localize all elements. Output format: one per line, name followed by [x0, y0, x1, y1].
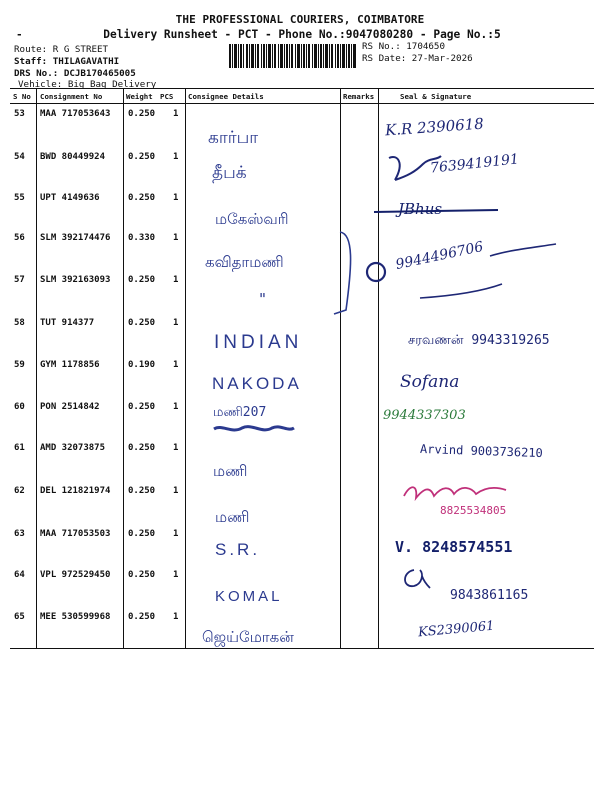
row-consignment: AMD 32073875 [40, 443, 106, 453]
row-pcs: 1 [173, 443, 179, 453]
consignee-handwriting: கவிதாமணி [205, 253, 284, 271]
row-sno: 55 [14, 193, 25, 203]
row-weight: 0.250 [128, 529, 156, 539]
row-pcs: 1 [173, 529, 179, 539]
row-sno: 65 [14, 612, 25, 622]
row-consignment: BWD 80449924 [40, 152, 106, 162]
row-consignment: VPL 972529450 [40, 570, 111, 580]
signature-handwriting: KS2390061 [417, 618, 496, 641]
col-header-remarks: Remarks [343, 92, 375, 101]
signature-handwriting: JBhus [398, 200, 443, 218]
signature-handwriting: 7639419191 [429, 151, 520, 177]
row-weight: 0.190 [128, 360, 156, 370]
staff-label: Staff: [14, 56, 48, 67]
route-label: Route: [14, 44, 48, 55]
row-consignment: MAA 717053643 [40, 109, 111, 119]
col-header-seal: Seal & Signature [400, 92, 472, 101]
signature-handwriting: 9944337303 [383, 408, 466, 423]
signature-handwriting: 8825534805 [440, 504, 507, 517]
row-sno: 53 [14, 109, 25, 119]
signature-handwriting: 9944496706 [394, 238, 485, 274]
row-sno: 64 [14, 570, 25, 580]
drs-line [14, 68, 136, 79]
col-header-consignee: Consignee Details [188, 92, 264, 101]
consignee-handwriting: மகேஸ்வரி [215, 210, 289, 228]
row-weight: 0.250 [128, 275, 156, 285]
col-divider [185, 88, 186, 649]
row-consignment: PON 2514842 [40, 402, 100, 412]
staff-value: THILAGAVATHI [52, 56, 120, 67]
col-divider [36, 88, 37, 649]
drs-label: DRS No.: [14, 68, 59, 79]
row-weight: 0.250 [128, 318, 156, 328]
rs-number: RS No.: 1704650 [362, 41, 445, 52]
row-sno: 54 [14, 152, 25, 162]
staff-line [14, 56, 119, 67]
vehicle-label: Vehicle: [18, 79, 63, 90]
row-pcs: 1 [173, 486, 179, 496]
row-pcs: 1 [173, 109, 179, 119]
consignee-handwriting: கார்பா [208, 128, 259, 148]
row-consignment: TUT 914377 [40, 318, 95, 328]
signature-handwriting: K.R 2390618 [384, 114, 485, 140]
consignee-handwriting: ஜெய்மோகன் [202, 628, 294, 646]
row-weight: 0.250 [128, 402, 156, 412]
row-weight: 0.250 [128, 109, 156, 119]
row-pcs: 1 [173, 233, 179, 243]
signature-underline [372, 206, 502, 216]
row-consignment: SLM 392163093 [40, 275, 111, 285]
drs-value: DCJB170465005 [63, 68, 136, 79]
row-sno: 56 [14, 233, 25, 243]
barcode [229, 44, 357, 68]
consignee-handwriting: மணி [215, 508, 250, 526]
company-name: THE PROFESSIONAL COURIERS, COIMBATORE [175, 13, 425, 26]
consignee-handwriting: தீபக் [212, 163, 247, 183]
row-pcs: 1 [173, 275, 179, 285]
row-consignment: UPT 4149636 [40, 193, 100, 203]
row-pcs: 1 [173, 402, 179, 412]
header-dash: - [16, 28, 23, 41]
col-divider [340, 88, 341, 649]
signature-scribble [400, 566, 432, 592]
row-consignment: SLM 392174476 [40, 233, 111, 243]
row-weight: 0.250 [128, 612, 156, 622]
row-weight: 0.250 [128, 152, 156, 162]
row-consignment: MEE 530599968 [40, 612, 111, 622]
strikethrough-scribble [212, 422, 296, 436]
rs-date: RS Date: 27-Mar-2026 [362, 53, 473, 64]
table-header-border [10, 103, 594, 104]
row-weight: 0.250 [128, 570, 156, 580]
signature-handwriting: சரவணன் 9943319265 [408, 333, 550, 348]
row-weight: 0.330 [128, 233, 156, 243]
row-sno: 58 [14, 318, 25, 328]
consignee-handwriting: NAKODA [212, 374, 302, 393]
row-consignment: GYM 1178856 [40, 360, 100, 370]
row-pcs: 1 [173, 570, 179, 580]
signature-handwriting: 9843861165 [450, 588, 529, 603]
consignee-handwriting: KOMAL [215, 588, 283, 605]
row-sno: 61 [14, 443, 25, 453]
table-bottom-border [10, 648, 594, 649]
col-divider [123, 88, 124, 649]
signature-scribble [385, 150, 445, 186]
row-pcs: 1 [173, 193, 179, 203]
consignee-handwriting: " [258, 290, 268, 308]
signature-scribble [330, 226, 560, 316]
signature-handwriting: Sofana [400, 372, 460, 392]
consignee-handwriting: மணி [213, 462, 248, 480]
col-divider [378, 88, 379, 649]
row-consignment: DEL 121821974 [40, 486, 111, 496]
row-sno: 57 [14, 275, 25, 285]
consignee-handwriting: மணி207 [213, 405, 267, 420]
route-line [14, 44, 108, 55]
row-pcs: 1 [173, 152, 179, 162]
row-consignment: MAA 717053503 [40, 529, 111, 539]
consignee-handwriting: S.R. [215, 540, 261, 559]
row-weight: 0.250 [128, 443, 156, 453]
route-value: R G STREET [52, 44, 109, 55]
row-pcs: 1 [173, 612, 179, 622]
row-pcs: 1 [173, 360, 179, 370]
row-sno: 60 [14, 402, 25, 412]
runsheet-title: Delivery Runsheet - PCT - Phone No.:9047080280 - Page No.:5 [103, 28, 501, 41]
consignee-handwriting: INDIAN [214, 332, 303, 353]
vehicle-value: Big Bag Delivery [67, 79, 157, 90]
row-weight: 0.250 [128, 193, 156, 203]
signature-handwriting: Arvind 9003736210 [419, 441, 544, 461]
row-weight: 0.250 [128, 486, 156, 496]
signature-handwriting: V. 8248574551 [395, 538, 513, 556]
table-top-border [10, 88, 594, 89]
col-header-weight: Weight [126, 92, 153, 101]
row-pcs: 1 [173, 318, 179, 328]
col-header-sno: S No [13, 92, 31, 101]
col-header-consignment: Consignment No [40, 92, 103, 101]
row-sno: 63 [14, 529, 25, 539]
row-sno: 62 [14, 486, 25, 496]
col-header-pcs: PCS [160, 92, 174, 101]
row-sno: 59 [14, 360, 25, 370]
